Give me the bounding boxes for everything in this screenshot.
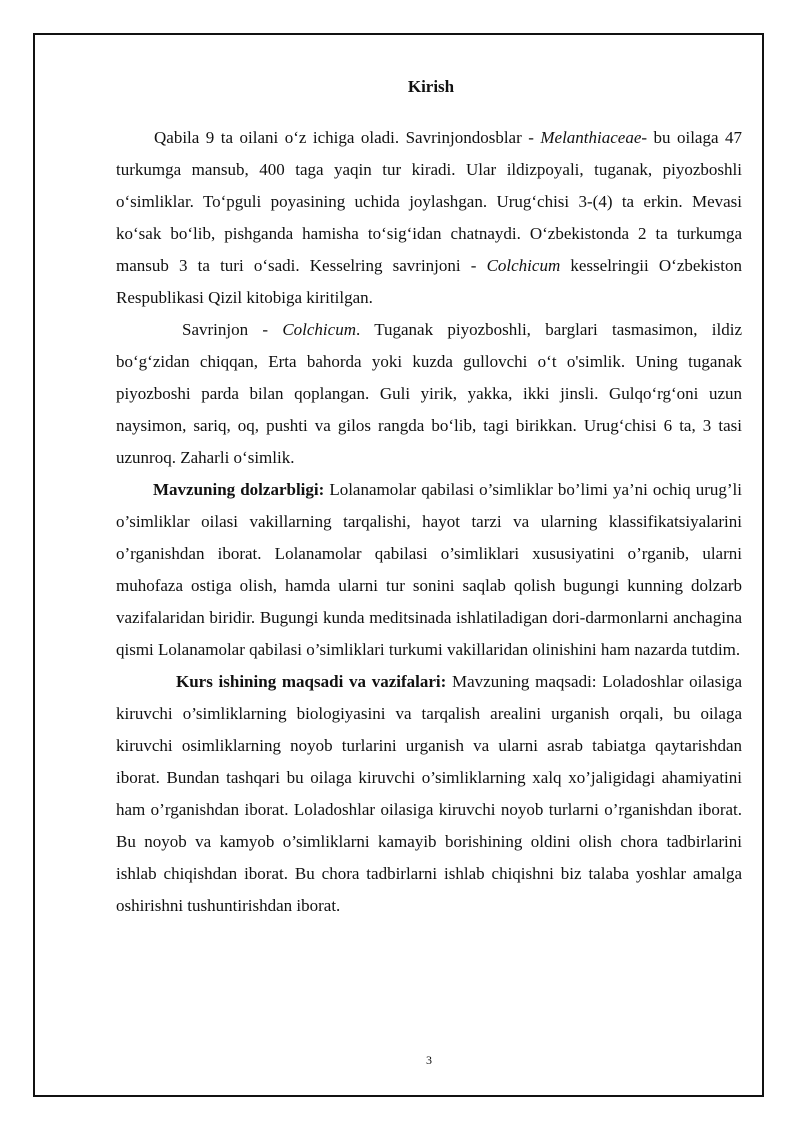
paragraph-text: Mavzuning maqsadi: Loladoshlar oilasiga kiruvchi o’simliklarning biologiyasini va tarqalish arealini urganish orqali, bu oilaga kiruvchi osimliklarning noyob turlarini urganish va ularni asrab tabiatga qaytarishdan iborat. Bundan tashqari bu oilaga kiruvchi o’simliklarning xalq xo’jaligidagi ahamiyatini ham o’rganishdan iborat. Loladoshlar oilasiga kiruvchi noyob turlarni o’rganishdan iborat. Bu noyob va kamyob o’simliklarni kamayib borishining oldini olish chora tadbirlarini ishlab chiqishdan iborat. Bu chora tadbirlarni ishlab chiqishni biz talaba yoshlar amalga oshirishni tushuntirishdan iborat. xyxy=(116,672,742,915)
page-title: Kirish xyxy=(407,77,455,96)
page-number: 3 xyxy=(426,1053,432,1067)
latin-name: Melanthiaceae xyxy=(540,128,642,147)
section-lead: Kurs ishining maqsadi va vazifalari: xyxy=(176,672,447,691)
document-body xyxy=(116,70,742,922)
paragraph-colchicum xyxy=(116,314,742,474)
section-lead: Mavzuning dolzarbligi: xyxy=(153,480,325,499)
paragraph-text: . Tuganak piyozboshli, barglari tasmasimon, ildiz bo‘g‘zidan chiqqan, Erta bahorda yoki kuzda gullovchi o‘t o'simlik. Uning tuganak piyozboshi parda bilan qoplangan. Guli yirik, yakka, ikki jinsli. Gulqo‘rg‘oni uzun naysimon, sariq, oq, pushti va gilos rangda bo‘lib, tagi birikkan. Urug‘chisi 6 ta, 3 tasi uzunroq. Zaharli o‘simlik. xyxy=(116,320,742,467)
paragraph-intro xyxy=(116,122,742,314)
paragraph-text: Lolanamolar qabilasi o’simliklar bo’limi ya’ni ochiq urug’li o’simliklar oilasi vakillarning tarqalishi, hayot tarzi va ularning klassifikatsiyalarini o’rganishdan iborat. Lolanamolar qabilasi o’simliklari xususiyatini o’rganib, ularni muhofaza ostiga olish, hamda ularni tur sonini saqlab qolish bugungi kunning dolzarb vazifalaridan biridir. Bugungi kunda meditsinada ishlatiladigan dori-darmonlarni anchagina qismi Lolanamolar qabilasi o’simliklari turkumi vakillaridan olinishini ham nazarda tutdim. xyxy=(116,480,742,659)
latin-name: Colchicum xyxy=(486,256,561,275)
latin-name: Colchicum xyxy=(282,320,356,339)
paragraph-text: - bu oilaga 47 turkumga mansub, 400 taga yaqin tur kiradi. Ular ildizpoyali, tuganak, piyozboshli o‘simliklar. To‘pguli poyasining uchida joylashgan. Urug‘chisi 3-(4) ta erkin. Mevasi ko‘sak bo‘lib, pishganda hamisha to‘sig‘idan chatnaydi. O‘zbekistonda 2 ta turkumga mansub 3 ta turi o‘sadi. Kesselring savrinjoni - xyxy=(116,128,742,275)
paragraph-text: Qabila 9 ta oilani o‘z ichiga oladi. Savrinjondosblar - xyxy=(154,128,541,147)
paragraph-text: kesselringii O‘zbekiston Respublikasi Qizil kitobiga kiritilgan. xyxy=(116,256,742,307)
paragraph-goals xyxy=(116,666,742,922)
paragraph-relevance xyxy=(116,474,742,666)
paragraph-text: Savrinjon - xyxy=(182,320,283,339)
